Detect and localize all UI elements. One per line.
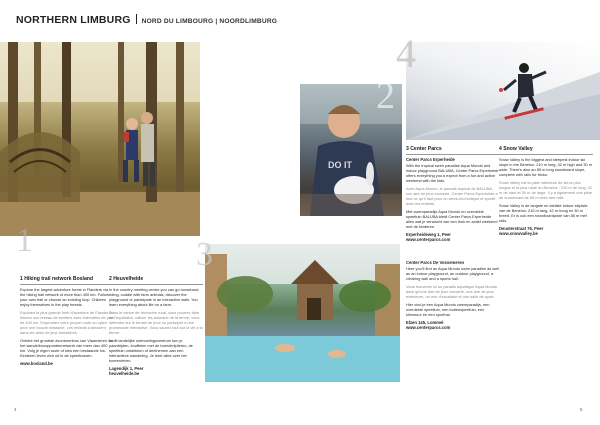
body-french: Snow Valley est la piste intérieure de ski la plus longue et la plus raide du Benelux : 210 m de long, 42 m de haut et 30 m de large. Il y a également une piste de snowboard de 85 m avec des rails. xyxy=(499,180,593,200)
photo-snowboarder xyxy=(406,42,600,140)
forest-illustration xyxy=(0,42,200,236)
section-number-3: 3 xyxy=(196,236,213,273)
body-english: With the tropical swim paradise Aqua Mundo and indoor playground BALUBA, Center Parcs Erperheide offers everything you’d expect from a fun and active weekend with the kids. xyxy=(406,163,499,183)
body-dutch: Ontdek het grootste avonturenbos van Vlaanderen via het wandelknooppuntennetwerk van meer dan 400 km. Volg je eigen route of kies een bestaande lus. Kinderen leven zich uit in de speelbossen. xyxy=(20,338,114,358)
body-french: Explorez la plus grande forêt d’aventure de Flandre à travers son réseau de sentiers avec intervalles de plus de 400 km. Empruntez votre propre route ou optez pour une boucle existante. Les enfants s’amusent dans les aires de jeux forestières. xyxy=(20,310,114,335)
body-english: Snow Valley is the biggest and steepest indoor ski slope in the Benelux: 210 m long, 42 m high and 30 m wide. There’s also an 85 m long snowboard slope, complete with rails for tricks. xyxy=(499,157,593,177)
body-dutch: Met zwemparadijs Aqua Mundo en overdekte speeltuin BALUBA biedt Center Parcs Erperheide alles wat je verwacht van een leuk en actief weekend met de kinderen. xyxy=(406,209,498,229)
body-english: Here you’ll find an Aqua Mundo swim paradise as well as an indoor playground, an outdoor playground, a climbing wall and a sports hall. xyxy=(406,266,499,281)
section-footer: Elzen 145, Lommel www.centerparcs.com xyxy=(406,320,451,331)
section-snow-valley xyxy=(499,146,593,237)
header-subtitle: NORD DU LIMBOURG | NOORDLIMBURG xyxy=(141,18,278,25)
body-dutch: Snow Valley is de langste en steilste indoor skipiste van de Benelux: 210 m lang, 42 m hoog en 30 m breed. Er is ook een snowboardpiste van 85 m met rails. xyxy=(499,203,588,223)
body-french: Vous trouverez ici un paradis aquatique Aqua Mundo ainsi qu’une aire de jeux couverte, une aire de jeux extérieure, un mur d’escalade et une salle de sport. xyxy=(406,284,498,299)
pool-illustration xyxy=(205,244,400,382)
page-number-right: 5 xyxy=(580,407,583,412)
section-number-4: 4 xyxy=(396,31,416,76)
subsection-heading: Center Parcs Erperheide xyxy=(406,157,455,162)
section-footer: www.bosland.be xyxy=(20,361,53,366)
body-dutch: Hier vind je een Aqua Mundo zwemparadijs, een overdekte speeltuin, een buitenspeeltuin, een klimmuur en een sporthal. xyxy=(406,302,490,317)
section-hiking xyxy=(20,276,114,366)
subsection-heading: Center Parcs De Vossemeren xyxy=(406,260,465,265)
header-divider xyxy=(136,14,137,24)
section-footer: Lagendijk 1, Peer heuvelheide.be xyxy=(109,366,144,377)
section-center-parcs xyxy=(406,146,500,243)
section-vossemeren xyxy=(406,260,500,331)
section-title: 1 Hiking trail network Bosland xyxy=(20,276,114,285)
body-english: Explore the largest adventure forest in Flanders via the hiking trail network of more than 400 km. Follow your own trail or choose an existing loop. Children enjoy themselves in the play forests. xyxy=(20,287,109,307)
photo-tropical-pool xyxy=(205,244,400,382)
section-heuvelheide xyxy=(109,276,203,377)
body-english: In the country meeting centre you can go horseback riding, cuddle with farm animals, discover the playground or participate in an interactive walk. You learn everything about life on a farm. xyxy=(109,287,199,307)
section-number-1: 1 xyxy=(16,222,33,259)
body-french: Avec Aqua Mundo, le paradis tropical de BALUBA, son aire de jeux couverte, Center Parcs Erperheide a tout ce qu’il faut pour un week-end ludique et sportif avec les enfants. xyxy=(406,186,498,206)
section-title: 2 Heuvelheide xyxy=(109,276,203,285)
page-header xyxy=(16,10,277,28)
body-dutch: In dit landelijke ontmoetingscentrum kun je paardrijden, knuffelen met de boerderijdieren, de speeltuin ontdekken of deelnemen aan een interactieve wandeling. Je leert alles over het boerenleven. xyxy=(109,338,193,363)
section-footer: Deusterstraat 76, Peer www.snowvalley.be xyxy=(499,226,544,237)
page-number-left: 4 xyxy=(14,407,17,412)
photo-forest-hiking xyxy=(0,42,200,236)
section-number-2: 2 xyxy=(376,75,395,117)
snowboarder-illustration xyxy=(406,42,600,140)
body-french: Dans le centre de rencontre rural, vous pourrez faire de l’équitation, câliner les animaux de la ferme, vous détendre sur le terrain de jeux ou participer à une promenade interactive. Vous saurez tout sur la vie à la ferme. xyxy=(109,310,203,335)
svg-text:DO IT: DO IT xyxy=(328,160,352,170)
section-title: 3 Center Parcs xyxy=(406,146,500,155)
section-footer: Erperheideweg 1, Peer www.centerparcs.com xyxy=(406,232,451,243)
header-title: NORTHERN LIMBURG xyxy=(16,14,131,26)
section-title: 4 Snow Valley xyxy=(499,146,593,155)
